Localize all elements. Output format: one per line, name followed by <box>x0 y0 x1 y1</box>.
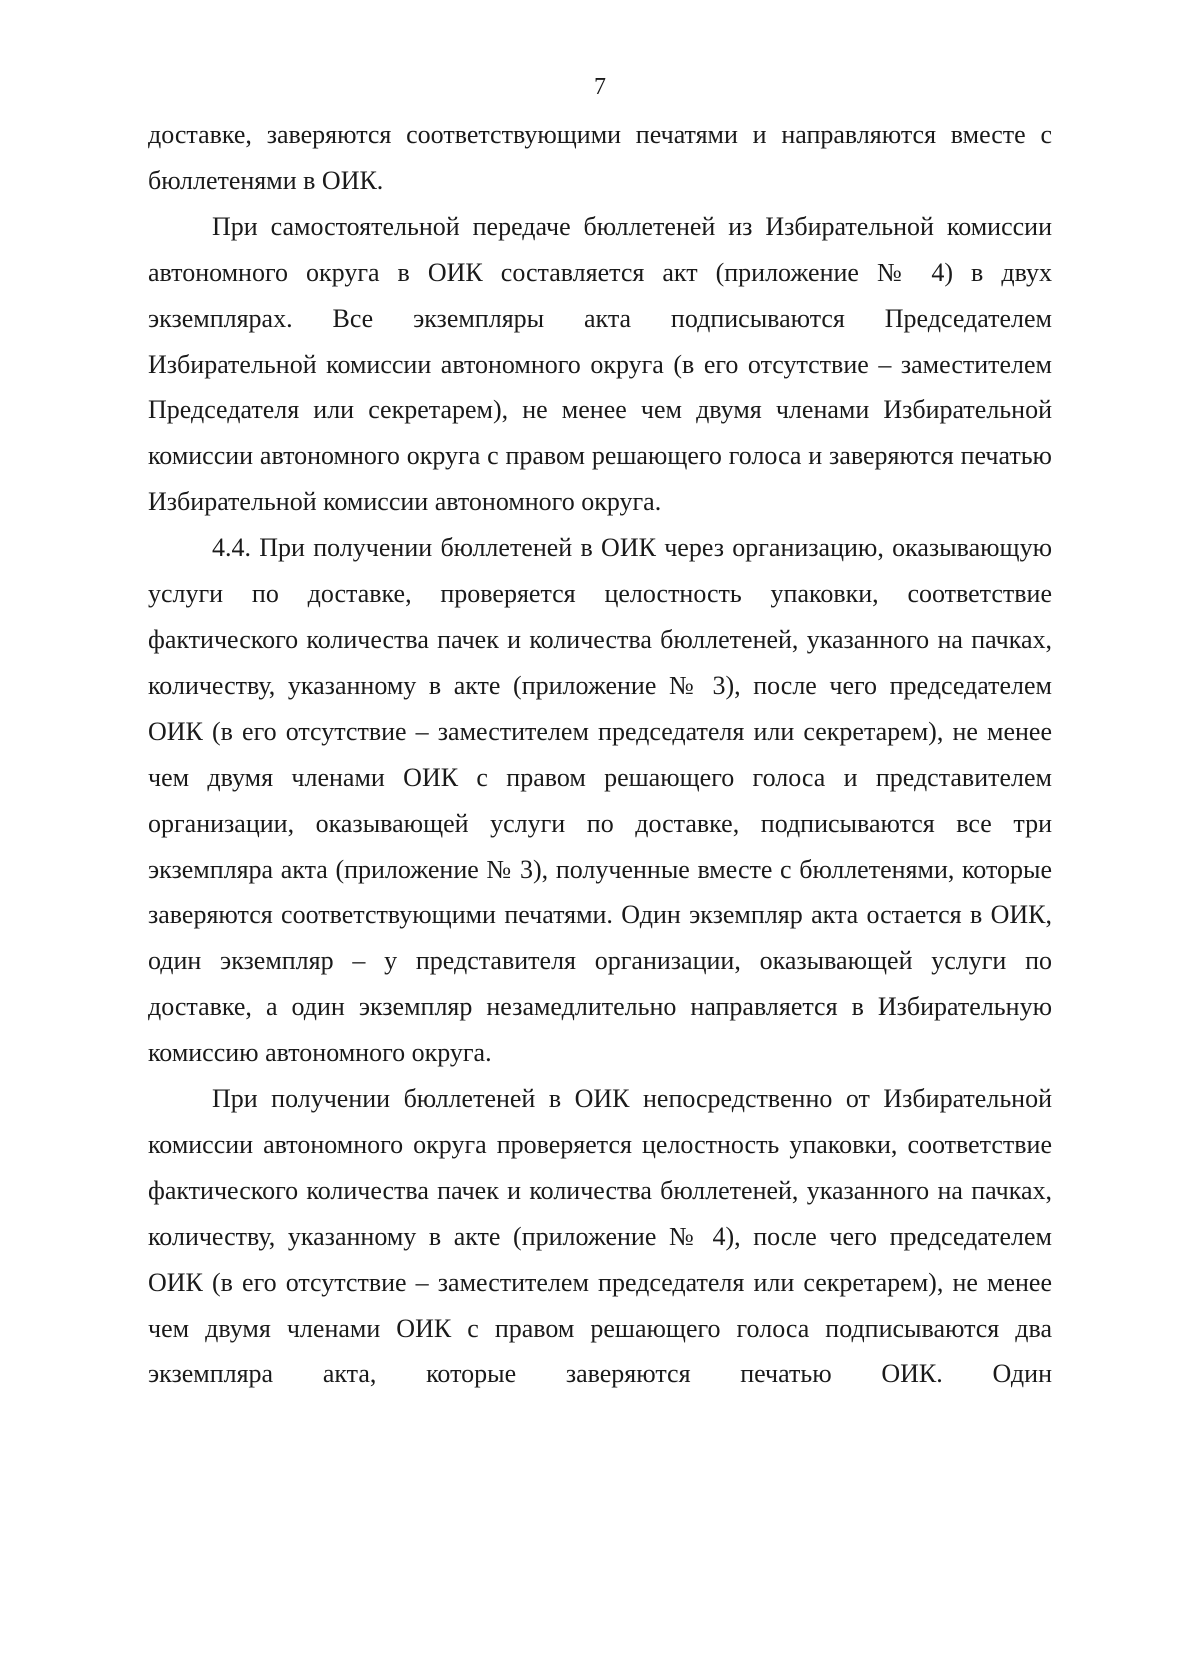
paragraph-4-4: 4.4. При получении бюллетеней в ОИК через организацию, оказывающую услуги по доставке, проверяется целостность упаковки, соответствие фактического количества пачек и количества бюллетеней, указанного на пачках, количеству, указанному в акте (приложение № 3), после чего председателем ОИК (в его отсутствие – заместителем председателя или секретарем), не менее чем двумя членами ОИК с правом решающего голоса и представителем организации, оказывающей услуги по доставке, подписываются все три экземпляра акта (приложение № 3), полученные вместе с бюллетенями, которые заверяются соответствующими печатями. Один экземпляр акта остается в ОИК, один экземпляр – у представителя организации, оказывающей услуги по доставке, а один экземпляр незамедлительно направляется в Избирательную комиссию автономного округа. <box>148 533 1052 1068</box>
page-number: 7 <box>594 74 606 100</box>
document-body <box>148 112 1052 1397</box>
paragraph-continuation: доставке, заверяются соответствующими печатями и направляются вместе с бюллетенями в ОИК. <box>148 120 1052 195</box>
paragraph-direct-receipt: При получении бюллетеней в ОИК непосредственно от Избирательной комиссии автономного округа проверяется целостность упаковки, соответствие фактического количества пачек и количества бюллетеней, указанного на пачках, количеству, указанному в акте (приложение № 4), после чего председателем ОИК (в его отсутствие – заместителем председателя или секретарем), не менее чем двумя членами ОИК с правом решающего голоса подписываются два экземпляра акта, которые заверяются печатью ОИК. Один <box>148 1084 1052 1389</box>
paragraph-self-delivery: При самостоятельной передаче бюллетеней из Избирательной комиссии автономного округа в ОИК составляется акт (приложение № 4) в двух экземплярах. Все экземпляры акта подписываются Председателем Избирательной комиссии автономного округа (в его отсутствие – заместителем Председателя или секретарем), не менее чем двумя членами Избирательной комиссии автономного округа с правом решающего голоса и заверяются печатью Избирательной комиссии автономного округа. <box>148 211 1052 517</box>
